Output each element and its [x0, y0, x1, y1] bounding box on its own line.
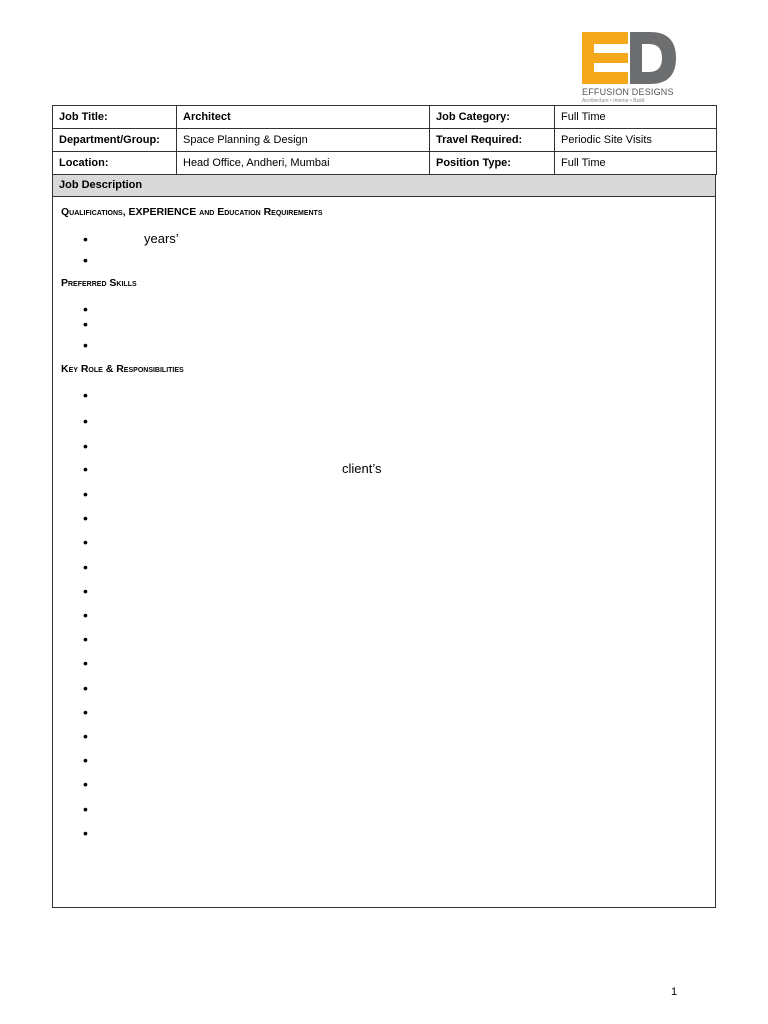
department-label: Department/Group: [53, 129, 177, 152]
brand-name: EFFUSION DESIGNS [582, 87, 674, 97]
job-description-body [52, 196, 716, 908]
company-logo [582, 32, 682, 106]
list-bullet: • [83, 655, 88, 671]
list-bullet: • [83, 534, 88, 550]
list-bullet: • [83, 704, 88, 720]
list-bullet: • [83, 486, 88, 502]
list-bullet: • [83, 316, 88, 332]
list-bullet: • [83, 631, 88, 647]
list-bullet: • [83, 776, 88, 792]
table-row [53, 106, 717, 129]
list-bullet: • [83, 413, 88, 429]
location-label: Location: [53, 152, 177, 175]
page-number: 1 [671, 986, 678, 998]
location-value: Head Office, Andheri, Mumbai [177, 152, 430, 175]
list-bullet: • [83, 559, 88, 575]
list-bullet: • [83, 301, 88, 317]
job-title-label: Job Title: [53, 106, 177, 129]
list-bullet: • [83, 231, 88, 247]
preferred-skills-title: Preferred Skills [61, 277, 137, 289]
qualifications-title: Qualifications, EXPERIENCE and Education Requirements [61, 206, 323, 218]
list-bullet: • [83, 825, 88, 841]
responsibilities-fragment: client’s [342, 461, 382, 476]
job-category-label: Job Category: [430, 106, 555, 129]
list-bullet: • [83, 387, 88, 403]
travel-value: Periodic Site Visits [555, 129, 717, 152]
list-bullet: • [83, 801, 88, 817]
list-bullet: • [83, 752, 88, 768]
list-bullet: • [83, 252, 88, 268]
job-description-header: Job Description [52, 174, 716, 197]
list-bullet: • [83, 461, 88, 477]
position-type-value: Full Time [555, 152, 717, 175]
list-bullet: • [83, 510, 88, 526]
list-bullet: • [83, 583, 88, 599]
list-bullet: • [83, 337, 88, 353]
responsibilities-title: Key Role & Responsibilities [61, 363, 184, 375]
list-bullet: • [83, 728, 88, 744]
job-category-value: Full Time [555, 106, 717, 129]
job-title-value: Architect [177, 106, 430, 129]
table-row [53, 152, 717, 175]
position-type-label: Position Type: [430, 152, 555, 175]
department-value: Space Planning & Design [177, 129, 430, 152]
travel-label: Travel Required: [430, 129, 555, 152]
list-bullet: • [83, 680, 88, 696]
table-row [53, 129, 717, 152]
brand-tagline: Architecture • Interior • Build [582, 98, 645, 104]
list-bullet: • [83, 607, 88, 623]
job-info-table [52, 105, 717, 175]
qualifications-fragment: years’ [144, 231, 179, 246]
list-bullet: • [83, 438, 88, 454]
ed-logo-mark [582, 32, 676, 84]
